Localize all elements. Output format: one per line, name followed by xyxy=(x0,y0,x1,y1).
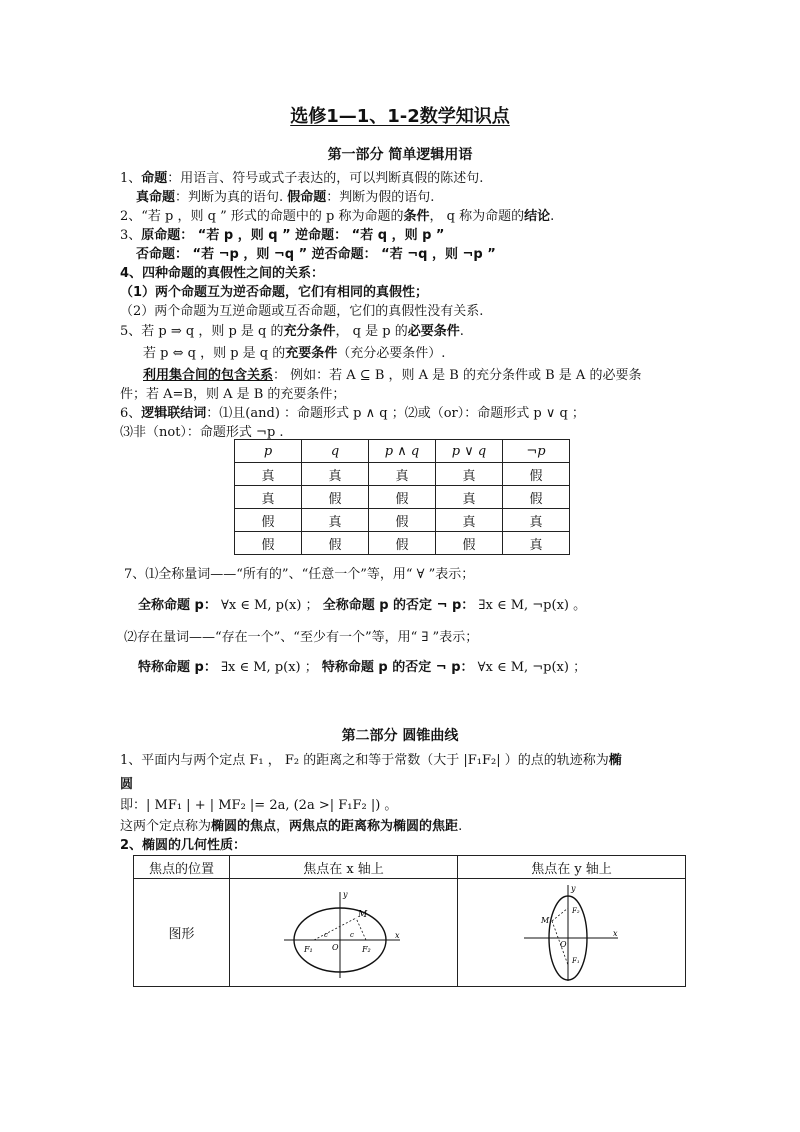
ellipse-properties-table xyxy=(133,855,686,987)
text: （充分必要条件）. xyxy=(337,346,446,361)
text: ：判断为假的语句. xyxy=(326,190,435,205)
text: ， xyxy=(276,819,290,834)
header-cell: p ∧ q xyxy=(369,440,436,463)
header-cell: 焦点在 x 轴上 xyxy=(230,856,458,879)
line-12: 件；若 A=B，则 A 是 B 的充要条件； xyxy=(120,387,346,402)
label-m: M xyxy=(357,909,367,920)
line-11 xyxy=(143,367,641,385)
label-c: c xyxy=(323,930,328,939)
line-5: 否命题： “若 ¬p ，则 ¬q ” 逆否命题： “若 ¬q ，则 ¬p ” xyxy=(136,247,496,262)
term: 充要条件 xyxy=(285,346,338,361)
label-o: O xyxy=(559,939,567,949)
table-cell: 假 xyxy=(302,486,369,509)
table-cell: 真 xyxy=(302,509,369,532)
row-label: 图形 xyxy=(134,879,230,987)
table-header-row xyxy=(134,856,686,879)
page-title: 选修1—1、1-2数学知识点 xyxy=(290,106,510,127)
text: ： 例如：若 A ⊆ B ，则 A 是 B 的充分条件或 B 是 A 的必要条 xyxy=(273,368,642,383)
table-cell: 假 xyxy=(235,509,302,532)
text: . xyxy=(458,819,463,834)
table-cell: 真 xyxy=(503,509,570,532)
label-y: y xyxy=(570,883,576,893)
line-13 xyxy=(120,405,585,423)
table-cell: 假 xyxy=(235,532,302,555)
text: 5、若 p ⇒ q ，则 p 是 q 的 xyxy=(120,324,284,339)
text: 这两个定点称为 xyxy=(120,819,212,834)
label-f1: F₁ xyxy=(303,944,313,954)
line-3 xyxy=(120,208,554,226)
term: 全称命题 p： xyxy=(138,598,217,613)
term: 必要条件 xyxy=(407,324,460,339)
table-cell: 假 xyxy=(369,486,436,509)
figure-cell-x xyxy=(230,879,458,987)
term: 两焦点的距离称为椭圆的焦距 xyxy=(289,819,459,834)
line-1 xyxy=(120,170,483,188)
header-cell: p ∨ q xyxy=(436,440,503,463)
table-header-row xyxy=(235,440,570,463)
table-cell: 假 xyxy=(436,532,503,555)
text: ∃x ∈ M, ¬p(x) 。 xyxy=(474,598,587,613)
line-21: 即：| MF₁ | + | MF₂ |= 2a, (2a >| F₁F₂ |) 。 xyxy=(120,798,398,813)
text: ：⑴且(and) ：命题形式 p ∧ q ；⑵或（or）：命题形式 p ∨ q ； xyxy=(206,406,585,421)
table-cell: 假 xyxy=(302,532,369,555)
term: 命题 xyxy=(141,171,168,186)
truth-table xyxy=(234,439,570,555)
label-c: c xyxy=(349,930,354,939)
radius-line xyxy=(356,918,366,940)
header-cell: 焦点的位置 xyxy=(134,856,230,879)
figure-cell-y xyxy=(458,879,686,987)
line-6: 4、四种命题的真假性之间的关系： xyxy=(120,266,325,281)
text: ：判断为真的语句. xyxy=(175,190,288,205)
text: ∃x ∈ M, p(x) ； xyxy=(216,660,322,675)
term: 特称命题 p： xyxy=(138,660,217,675)
text: ， q 称为命题的 xyxy=(429,209,525,224)
label-x: x xyxy=(612,928,618,938)
term: 利用集合间的包含关系 xyxy=(143,368,274,383)
text: ， q 是 p 的 xyxy=(335,324,408,339)
label-f1: F₁ xyxy=(571,956,580,965)
term: 逻辑联结词 xyxy=(141,406,207,421)
line-9 xyxy=(120,323,464,341)
table-cell: 真 xyxy=(235,463,302,486)
table-cell: 假 xyxy=(369,532,436,555)
line-7: （1）两个命题互为逆否命题，它们有相同的真假性； xyxy=(120,285,429,300)
text: 若 p ⇔ q ，则 p 是 q 的 xyxy=(143,346,286,361)
table-cell: 真 xyxy=(302,463,369,486)
ellipse-x-axis-figure xyxy=(284,888,404,978)
line-8: （2）两个命题为互逆命题或互否命题，它们的真假性没有关系. xyxy=(120,304,484,319)
ellipse-y-axis-figure xyxy=(522,883,622,983)
header-cell: ¬p xyxy=(503,440,570,463)
table-row xyxy=(235,509,570,532)
table-row xyxy=(235,486,570,509)
term: 椭 xyxy=(608,753,622,768)
term: 假命题 xyxy=(287,190,327,205)
table-cell: 假 xyxy=(369,509,436,532)
header-cell: q xyxy=(302,440,369,463)
term: 真命题 xyxy=(136,190,176,205)
term: 原命题： “若 p ，则 q ” 逆命题： “若 q ，则 p ” xyxy=(141,228,445,243)
table-cell: 真 xyxy=(436,486,503,509)
table-cell: 真 xyxy=(369,463,436,486)
label-f2: F₂ xyxy=(571,906,580,915)
text: 6、 xyxy=(120,406,142,421)
table-row xyxy=(134,879,686,987)
term: 结论 xyxy=(524,209,551,224)
line-17: ⑵存在量词——“存在一个”、“至少有一个”等，用“ ∃ ”表示； xyxy=(124,630,479,645)
label-f2: F₂ xyxy=(361,944,371,954)
label-x: x xyxy=(394,930,400,940)
term: 充分条件 xyxy=(283,324,336,339)
table-cell: 真 xyxy=(436,509,503,532)
line-14: ⑶非（not）：命题形式 ¬p . xyxy=(120,425,284,440)
text: 2、“若 p ，则 q ” 形式的命题中的 p 称为命题的 xyxy=(120,209,404,224)
text: 3、 xyxy=(120,228,142,243)
text: ：用语言、符号或式子表达的，可以判断真假的陈述句. xyxy=(167,171,484,186)
line-10 xyxy=(143,345,445,363)
table-cell: 假 xyxy=(503,486,570,509)
term: 特称命题 p 的否定 ¬ p： xyxy=(321,660,474,675)
line-22 xyxy=(120,818,462,836)
header-cell: 焦点在 y 轴上 xyxy=(458,856,686,879)
table-cell: 假 xyxy=(503,463,570,486)
table-cell: 真 xyxy=(436,463,503,486)
term: 椭圆的焦点 xyxy=(211,819,277,834)
label-o: O xyxy=(331,942,339,952)
line-2 xyxy=(136,189,434,207)
line-15: 7、⑴全称量词——“所有的”、“任意一个”等，用“ ∀ ”表示； xyxy=(124,567,475,582)
term: 条件 xyxy=(403,209,430,224)
line-16 xyxy=(138,597,586,615)
table-row xyxy=(235,463,570,486)
header-cell: p xyxy=(235,440,302,463)
label-m: M xyxy=(540,915,549,925)
text: . xyxy=(459,324,464,339)
term: 全称命题 p 的否定 ¬ p： xyxy=(322,598,475,613)
table-cell: 真 xyxy=(503,532,570,555)
text: 1、平面内与两个定点 F₁ ， F₂ 的距离之和等于常数（大于 |F₁F₂| ）的点的轨迹称为 xyxy=(120,753,609,768)
text: 1、 xyxy=(120,171,142,186)
label-y: y xyxy=(342,889,348,899)
line-20: 圆 xyxy=(120,777,134,792)
section-heading-2: 第二部分 圆锥曲线 xyxy=(341,728,459,744)
text: ∀x ∈ M, ¬p(x) ； xyxy=(473,660,587,675)
line-19 xyxy=(120,752,622,770)
text: . xyxy=(550,209,555,224)
line-4 xyxy=(120,227,444,245)
text: ∀x ∈ M, p(x) ； xyxy=(216,598,323,613)
table-cell: 真 xyxy=(235,486,302,509)
line-18 xyxy=(138,659,586,677)
line-23: 2、椭圆的几何性质： xyxy=(120,838,247,853)
section-heading-1: 第一部分 简单逻辑用语 xyxy=(327,147,473,163)
table-row xyxy=(235,532,570,555)
